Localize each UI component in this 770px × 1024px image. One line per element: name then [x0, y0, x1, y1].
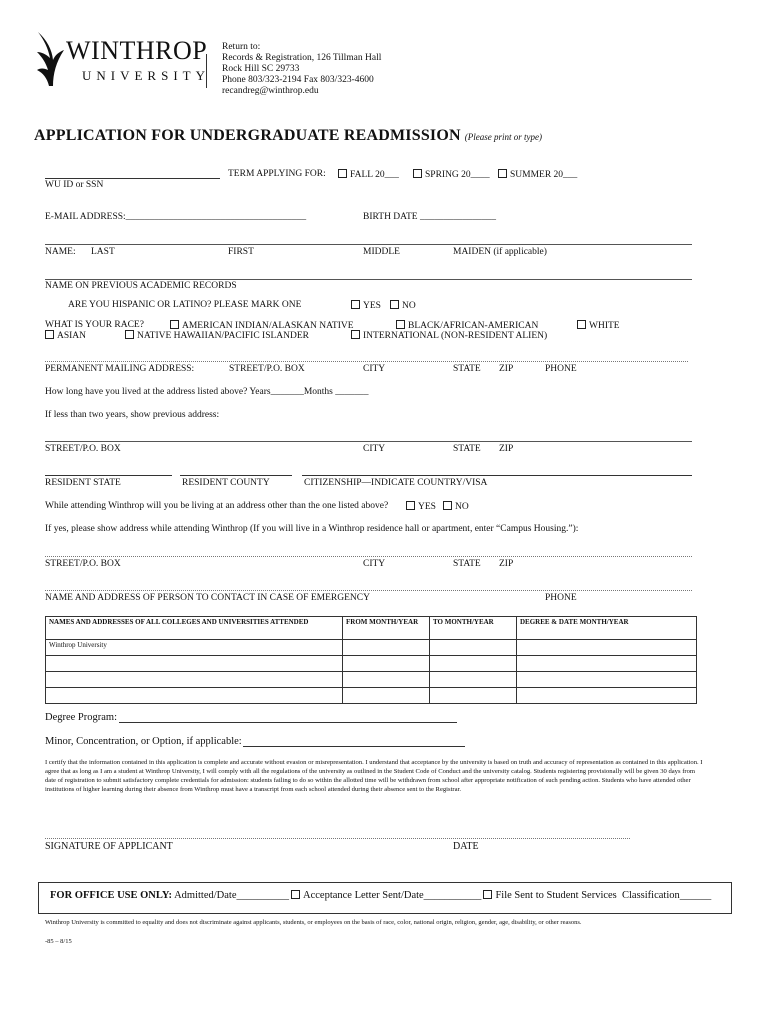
resident-state-line[interactable]	[45, 475, 172, 476]
race-option-label: BLACK/AFRICAN-AMERICAN	[408, 321, 539, 331]
return-address	[222, 42, 381, 97]
return-email: recandreg@winthrop.edu	[222, 86, 319, 96]
no-label: NO	[455, 502, 469, 512]
table-row[interactable]	[46, 672, 697, 688]
logo-university: UNIVERSITY	[82, 68, 210, 83]
table-cell[interactable]	[517, 688, 697, 704]
yes-label: YES	[418, 502, 436, 512]
degree-program-line[interactable]	[119, 722, 457, 723]
checkbox-icon[interactable]	[125, 330, 134, 339]
email-field[interactable]: E-MAIL ADDRESS:______________________________________	[45, 212, 307, 222]
table-row[interactable]	[46, 688, 697, 704]
fall-option[interactable]	[338, 169, 399, 180]
table-header: NAMES AND ADDRESSES OF ALL COLLEGES AND UNIVERSITIES ATTENDED	[46, 617, 343, 640]
table-cell[interactable]	[46, 656, 343, 672]
spring-label: SPRING 20____	[425, 170, 490, 180]
table-row[interactable]	[46, 656, 697, 672]
middle-name-label: MIDDLE	[363, 247, 400, 257]
table-cell[interactable]	[430, 688, 517, 704]
mailing-phone: PHONE	[545, 364, 577, 374]
race-option-label: INTERNATIONAL (NON-RESIDENT ALIEN)	[363, 331, 548, 341]
winthrop-zip: ZIP	[499, 559, 514, 569]
if-yes-instructions: If yes, please show address while attending Winthrop (If you will live in a Winthrop residence hall or apartment, enter “Campus Housing.”):	[45, 524, 579, 534]
checkbox-icon[interactable]	[390, 300, 399, 309]
race-option[interactable]	[125, 330, 309, 341]
certification-text: I certify that the information contained in this application is complete and accurate without evasion or misrepresentation. I understand that acceptance by the university is based on truth and accuracy of representation as contained in this application. I agree that as long as I am a student at Winthrop University, I will comply with all the regulations of the university as outlined in the Student Code of Conduct and the university catalog. Students registering provisionally will be given 30 days from date of registration to submit satisfactory complete credentials for admission: students failing to do so within the allotted time will be withdrawn from school after appropriate notification of such pending action. Students who have attended other institutions of higher learning during their absence from Winthrop must have a transcript from each school attended during their absence sent to the Registrar.	[45, 759, 703, 793]
table-header: TO MONTH/YEAR	[430, 617, 517, 640]
return-line: Return to:	[222, 42, 261, 52]
emergency-phone: PHONE	[545, 593, 577, 603]
minor-label: Minor, Concentration, or Option, if applicable:	[45, 736, 242, 747]
eagle-logo-icon	[34, 30, 68, 88]
prev-street: STREET/P.O. BOX	[45, 444, 121, 454]
form-title-row	[34, 127, 542, 145]
summer-label: SUMMER 20___	[510, 170, 578, 180]
table-cell[interactable]	[343, 688, 430, 704]
checkbox-icon[interactable]	[483, 890, 492, 899]
fall-label: FALL 20___	[350, 170, 399, 180]
last-name-label: LAST	[91, 247, 115, 257]
prev-address-line[interactable]	[45, 441, 692, 442]
prev-city: CITY	[363, 444, 386, 454]
checkbox-icon[interactable]	[396, 320, 405, 329]
no-label: NO	[402, 301, 416, 311]
citizenship-line[interactable]	[302, 475, 692, 476]
mailing-state: STATE	[453, 364, 481, 374]
table-cell[interactable]	[343, 640, 430, 656]
resident-county: RESIDENT COUNTY	[182, 478, 270, 488]
birth-date-field[interactable]: BIRTH DATE ________________	[363, 212, 496, 222]
checkbox-icon[interactable]	[406, 501, 415, 510]
checkbox-icon[interactable]	[45, 330, 54, 339]
race-option-label: NATIVE HAWAIIAN/PACIFIC ISLANDER	[137, 331, 309, 341]
mailing-zip: ZIP	[499, 364, 514, 374]
table-cell[interactable]	[517, 656, 697, 672]
table-cell[interactable]	[517, 672, 697, 688]
return-line: Phone 803/323-2194 Fax 803/323-4600	[222, 75, 374, 85]
checkbox-icon[interactable]	[498, 169, 507, 178]
table-cell[interactable]	[343, 672, 430, 688]
spring-option[interactable]	[413, 169, 490, 180]
checkbox-icon[interactable]	[170, 320, 179, 329]
emergency-line[interactable]	[45, 590, 692, 591]
hispanic-yes[interactable]	[351, 300, 381, 311]
admitted-field[interactable]: Admitted/Date__________	[174, 890, 289, 901]
term-label: TERM APPLYING FOR:	[228, 169, 326, 179]
date-label: DATE	[453, 841, 479, 852]
hispanic-question: ARE YOU HISPANIC OR LATINO? PLEASE MARK ONE	[68, 300, 302, 310]
table-cell[interactable]	[517, 640, 697, 656]
signature-label: SIGNATURE OF APPLICANT	[45, 841, 173, 852]
emergency-label: NAME AND ADDRESS OF PERSON TO CONTACT IN CASE OF EMERGENCY	[45, 593, 370, 603]
form-title: APPLICATION FOR UNDERGRADUATE READMISSION	[34, 127, 461, 144]
table-cell[interactable]	[46, 688, 343, 704]
form-code: -85 – 8/15	[45, 938, 72, 945]
equality-statement: Winthrop University is committed to equality and does not discriminate against applicants, students, or employees on the basis of race, color, national origin, religion, gender, age, disability, or other reasons.	[45, 919, 582, 926]
race-option[interactable]	[45, 330, 86, 341]
wu-id-line[interactable]	[45, 178, 220, 179]
checkbox-icon[interactable]	[351, 330, 360, 339]
prev-name-label: NAME ON PREVIOUS ACADEMIC RECORDS	[45, 281, 237, 291]
first-name-label: FIRST	[228, 247, 254, 257]
checkbox-icon[interactable]	[351, 300, 360, 309]
checkbox-icon[interactable]	[413, 169, 422, 178]
table-header: FROM MONTH/YEAR	[343, 617, 430, 640]
checkbox-icon[interactable]	[291, 890, 300, 899]
winthrop-address-line[interactable]	[45, 556, 692, 557]
return-line: Rock Hill SC 29733	[222, 64, 300, 74]
prev-state: STATE	[453, 444, 481, 454]
winthrop-street: STREET/P.O. BOX	[45, 559, 121, 569]
table-cell[interactable]	[343, 656, 430, 672]
checkbox-icon[interactable]	[338, 169, 347, 178]
table-row[interactable]	[46, 640, 697, 656]
return-line: Records & Registration, 126 Tillman Hall	[222, 53, 382, 63]
living-no[interactable]	[443, 501, 469, 512]
acceptance-field[interactable]: Acceptance Letter Sent/Date___________	[303, 890, 482, 901]
race-option-label: AMERICAN INDIAN/ALASKAN NATIVE	[182, 321, 354, 331]
logo-name: WINTHROP	[66, 36, 208, 65]
mailing-label: PERMANENT MAILING ADDRESS:	[45, 364, 195, 374]
citizenship: CITIZENSHIP—INDICATE COUNTRY/VISA	[304, 478, 488, 488]
checkbox-icon[interactable]	[443, 501, 452, 510]
table-cell[interactable]: Winthrop University	[46, 640, 343, 656]
table-cell[interactable]	[430, 656, 517, 672]
winthrop-state: STATE	[453, 559, 481, 569]
colleges-table	[45, 616, 697, 704]
living-yes[interactable]	[406, 501, 436, 512]
less-than-two-label: If less than two years, show previous address:	[45, 410, 220, 420]
mailing-city: CITY	[363, 364, 386, 374]
signature-line[interactable]	[45, 838, 630, 839]
classification-field[interactable]: Classification______	[622, 890, 712, 901]
table-cell[interactable]	[430, 672, 517, 688]
summer-option[interactable]	[498, 169, 577, 180]
resident-county-line[interactable]	[180, 475, 292, 476]
table-cell[interactable]	[46, 672, 343, 688]
degree-program-label: Degree Program:	[45, 712, 118, 723]
checkbox-icon[interactable]	[577, 320, 586, 329]
prev-name-line[interactable]	[45, 279, 692, 280]
yes-label: YES	[363, 301, 381, 311]
name-line[interactable]	[45, 244, 692, 245]
how-long-field[interactable]: How long have you lived at the address listed above? Years_______Months _______	[45, 387, 369, 397]
living-question: While attending Winthrop will you be living at an address other than the one listed above?	[45, 501, 389, 511]
mailing-line[interactable]	[45, 361, 688, 362]
mailing-street: STREET/P.O. BOX	[229, 364, 305, 374]
file-sent-label: File Sent to Student Services	[495, 890, 617, 901]
race-option[interactable]	[577, 320, 620, 331]
office-use-label: FOR OFFICE USE ONLY:	[50, 890, 173, 901]
race-option[interactable]	[351, 330, 547, 341]
table-header-row	[46, 617, 697, 640]
prev-zip: ZIP	[499, 444, 514, 454]
race-question: WHAT IS YOUR RACE?	[45, 320, 144, 330]
table-cell[interactable]	[430, 640, 517, 656]
race-option-label: ASIAN	[57, 331, 87, 341]
winthrop-logo	[34, 30, 210, 90]
minor-line[interactable]	[243, 746, 465, 747]
resident-state: RESIDENT STATE	[45, 478, 121, 488]
hispanic-no[interactable]	[390, 300, 416, 311]
maiden-name-label: MAIDEN (if applicable)	[453, 247, 547, 257]
name-label: NAME:	[45, 247, 76, 257]
wu-id-label: WU ID or SSN	[45, 180, 104, 190]
form-title-note: (Please print or type)	[464, 132, 542, 142]
race-option-label: WHITE	[589, 321, 620, 331]
winthrop-city: CITY	[363, 559, 386, 569]
header-divider	[206, 54, 207, 88]
office-use-row	[50, 890, 617, 901]
table-header: DEGREE & DATE MONTH/YEAR	[517, 617, 697, 640]
